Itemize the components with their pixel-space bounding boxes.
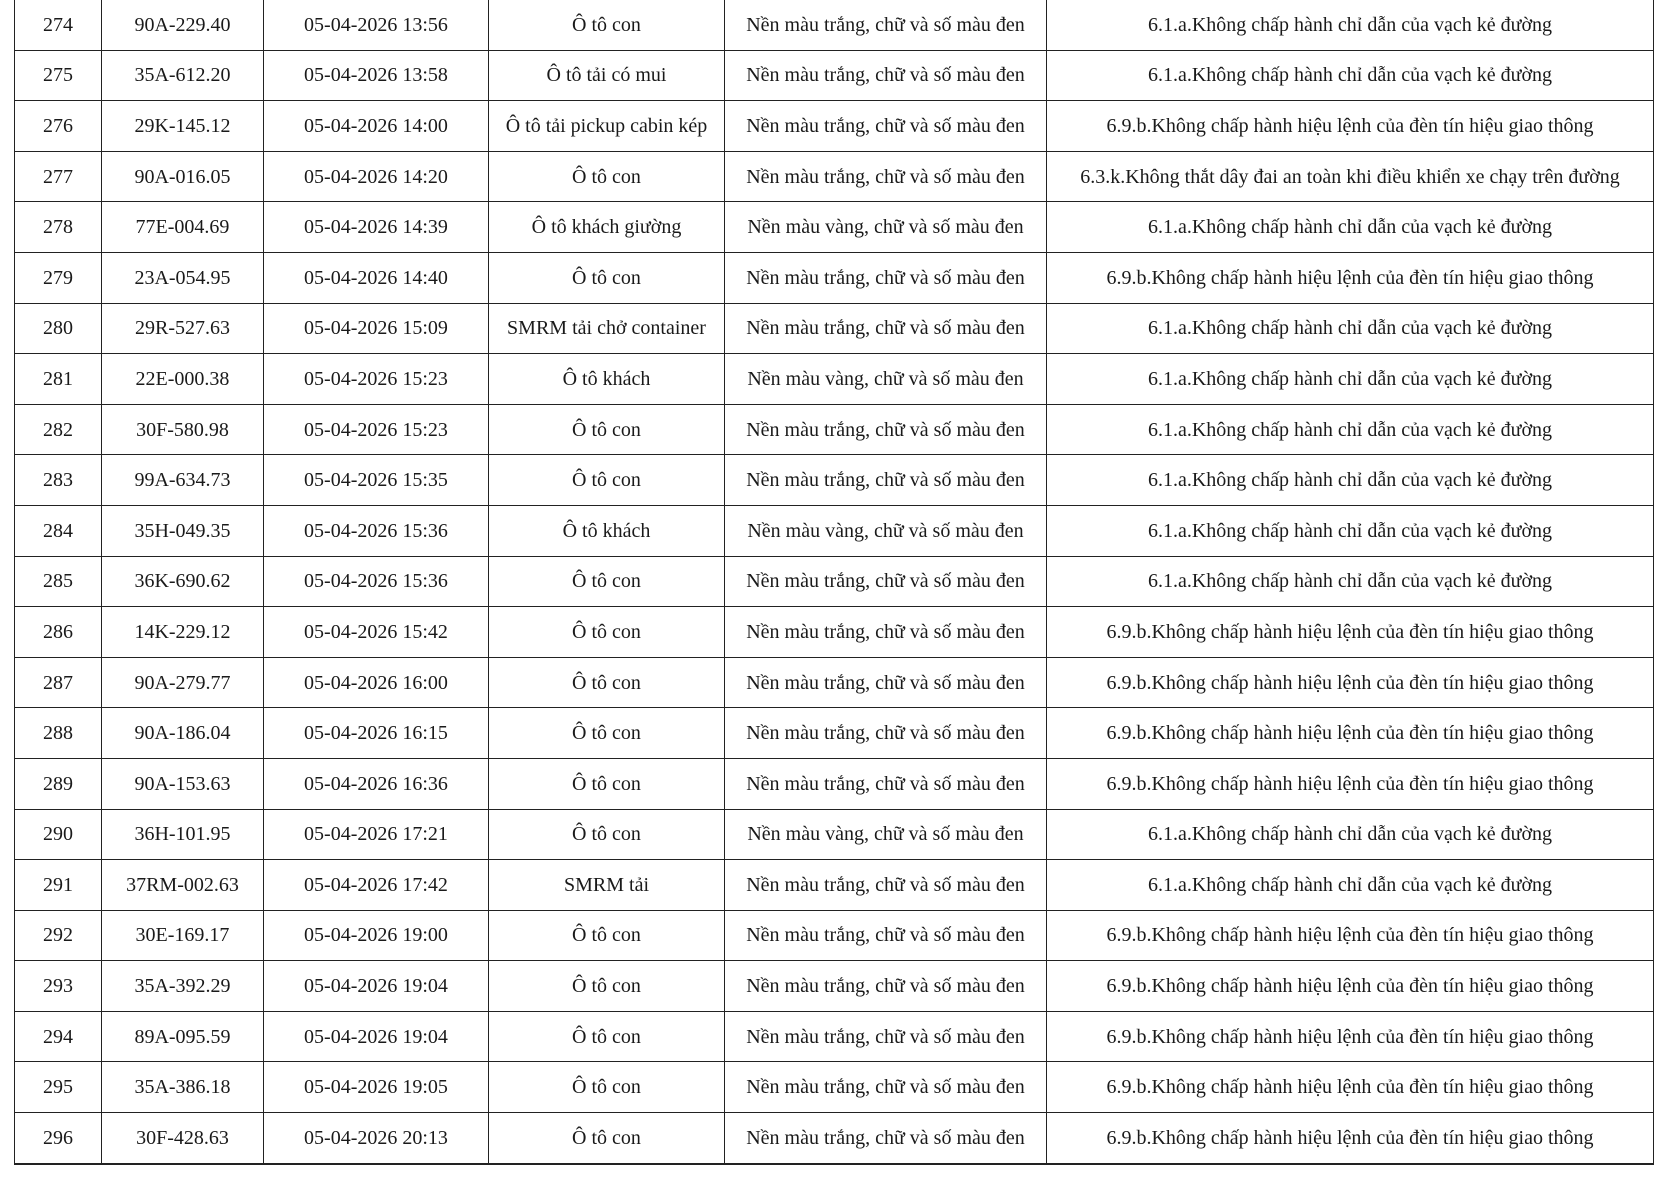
cell-stt: 281 <box>15 354 102 405</box>
cell-violation: 6.9.b.Không chấp hành hiệu lệnh của đèn tín hiệu giao thông <box>1047 758 1654 809</box>
cell-time: 05-04-2026 15:09 <box>264 303 489 354</box>
cell-plate: 90A-229.40 <box>102 0 264 50</box>
cell-plate: 30E-169.17 <box>102 910 264 961</box>
violations-table-body <box>15 0 1654 1164</box>
cell-plate-color: Nền màu trắng, chữ và số màu đen <box>725 961 1047 1012</box>
cell-vehicle-type: Ô tô con <box>489 0 725 50</box>
table-row <box>15 1011 1654 1062</box>
table-row <box>15 1062 1654 1113</box>
cell-plate-color: Nền màu trắng, chữ và số màu đen <box>725 758 1047 809</box>
cell-stt: 290 <box>15 809 102 860</box>
cell-time: 05-04-2026 14:00 <box>264 101 489 152</box>
cell-plate: 99A-634.73 <box>102 455 264 506</box>
table-row <box>15 151 1654 202</box>
cell-time: 05-04-2026 16:00 <box>264 657 489 708</box>
table-row <box>15 708 1654 759</box>
cell-plate-color: Nền màu trắng, chữ và số màu đen <box>725 607 1047 658</box>
cell-stt: 285 <box>15 556 102 607</box>
cell-plate-color: Nền màu trắng, chữ và số màu đen <box>725 910 1047 961</box>
cell-violation: 6.9.b.Không chấp hành hiệu lệnh của đèn tín hiệu giao thông <box>1047 1062 1654 1113</box>
cell-vehicle-type: Ô tô con <box>489 657 725 708</box>
cell-plate: 90A-186.04 <box>102 708 264 759</box>
cell-plate-color: Nền màu trắng, chữ và số màu đen <box>725 101 1047 152</box>
table-row <box>15 404 1654 455</box>
cell-violation: 6.1.a.Không chấp hành chỉ dẫn của vạch kẻ đường <box>1047 860 1654 911</box>
cell-violation: 6.9.b.Không chấp hành hiệu lệnh của đèn tín hiệu giao thông <box>1047 607 1654 658</box>
cell-stt: 282 <box>15 404 102 455</box>
cell-vehicle-type: Ô tô con <box>489 556 725 607</box>
cell-violation: 6.1.a.Không chấp hành chỉ dẫn của vạch kẻ đường <box>1047 354 1654 405</box>
cell-plate-color: Nền màu vàng, chữ và số màu đen <box>725 505 1047 556</box>
cell-stt: 288 <box>15 708 102 759</box>
cell-plate-color: Nền màu trắng, chữ và số màu đen <box>725 404 1047 455</box>
cell-plate-color: Nền màu trắng, chữ và số màu đen <box>725 1011 1047 1062</box>
cell-stt: 276 <box>15 101 102 152</box>
cell-time: 05-04-2026 15:35 <box>264 455 489 506</box>
cell-violation: 6.1.a.Không chấp hành chỉ dẫn của vạch kẻ đường <box>1047 0 1654 50</box>
cell-vehicle-type: Ô tô con <box>489 455 725 506</box>
cell-stt: 284 <box>15 505 102 556</box>
cell-plate-color: Nền màu trắng, chữ và số màu đen <box>725 556 1047 607</box>
cell-plate: 90A-153.63 <box>102 758 264 809</box>
cell-plate-color: Nền màu trắng, chữ và số màu đen <box>725 1113 1047 1164</box>
cell-plate-color: Nền màu vàng, chữ và số màu đen <box>725 354 1047 405</box>
cell-stt: 293 <box>15 961 102 1012</box>
cell-violation: 6.1.a.Không chấp hành chỉ dẫn của vạch kẻ đường <box>1047 809 1654 860</box>
cell-stt: 296 <box>15 1113 102 1164</box>
cell-time: 05-04-2026 15:23 <box>264 354 489 405</box>
cell-time: 05-04-2026 14:20 <box>264 151 489 202</box>
table-row <box>15 455 1654 506</box>
table-row <box>15 202 1654 253</box>
cell-stt: 278 <box>15 202 102 253</box>
cell-violation: 6.9.b.Không chấp hành hiệu lệnh của đèn tín hiệu giao thông <box>1047 1113 1654 1164</box>
cell-plate: 29R-527.63 <box>102 303 264 354</box>
cell-plate-color: Nền màu trắng, chữ và số màu đen <box>725 708 1047 759</box>
table-row <box>15 758 1654 809</box>
cell-stt: 291 <box>15 860 102 911</box>
table-row <box>15 354 1654 405</box>
cell-violation: 6.9.b.Không chấp hành hiệu lệnh của đèn tín hiệu giao thông <box>1047 708 1654 759</box>
cell-plate-color: Nền màu trắng, chữ và số màu đen <box>725 303 1047 354</box>
cell-stt: 292 <box>15 910 102 961</box>
cell-vehicle-type: Ô tô tải có mui <box>489 50 725 101</box>
table-row <box>15 657 1654 708</box>
cell-time: 05-04-2026 16:15 <box>264 708 489 759</box>
cell-plate-color: Nền màu trắng, chữ và số màu đen <box>725 455 1047 506</box>
cell-vehicle-type: SMRM tải <box>489 860 725 911</box>
cell-plate: 30F-580.98 <box>102 404 264 455</box>
cell-violation: 6.9.b.Không chấp hành hiệu lệnh của đèn tín hiệu giao thông <box>1047 657 1654 708</box>
cell-time: 05-04-2026 17:21 <box>264 809 489 860</box>
cell-vehicle-type: Ô tô con <box>489 1113 725 1164</box>
cell-time: 05-04-2026 19:05 <box>264 1062 489 1113</box>
cell-plate: 29K-145.12 <box>102 101 264 152</box>
table-row <box>15 505 1654 556</box>
violations-table <box>14 0 1654 1165</box>
cell-plate: 22E-000.38 <box>102 354 264 405</box>
cell-vehicle-type: Ô tô khách <box>489 505 725 556</box>
cell-stt: 283 <box>15 455 102 506</box>
cell-vehicle-type: Ô tô con <box>489 961 725 1012</box>
table-row <box>15 50 1654 101</box>
cell-plate: 23A-054.95 <box>102 252 264 303</box>
cell-time: 05-04-2026 14:39 <box>264 202 489 253</box>
cell-plate: 30F-428.63 <box>102 1113 264 1164</box>
cell-time: 05-04-2026 19:00 <box>264 910 489 961</box>
cell-plate-color: Nền màu vàng, chữ và số màu đen <box>725 809 1047 860</box>
cell-plate-color: Nền màu trắng, chữ và số màu đen <box>725 1062 1047 1113</box>
cell-plate: 89A-095.59 <box>102 1011 264 1062</box>
cell-violation: 6.9.b.Không chấp hành hiệu lệnh của đèn tín hiệu giao thông <box>1047 1011 1654 1062</box>
cell-vehicle-type: Ô tô con <box>489 1062 725 1113</box>
table-row <box>15 910 1654 961</box>
cell-violation: 6.9.b.Không chấp hành hiệu lệnh của đèn tín hiệu giao thông <box>1047 910 1654 961</box>
cell-plate: 36K-690.62 <box>102 556 264 607</box>
cell-violation: 6.9.b.Không chấp hành hiệu lệnh của đèn tín hiệu giao thông <box>1047 101 1654 152</box>
cell-stt: 279 <box>15 252 102 303</box>
cell-vehicle-type: Ô tô con <box>489 151 725 202</box>
cell-plate: 35A-612.20 <box>102 50 264 101</box>
cell-time: 05-04-2026 16:36 <box>264 758 489 809</box>
cell-plate-color: Nền màu trắng, chữ và số màu đen <box>725 657 1047 708</box>
cell-vehicle-type: SMRM tải chở container <box>489 303 725 354</box>
cell-plate-color: Nền màu trắng, chữ và số màu đen <box>725 50 1047 101</box>
cell-vehicle-type: Ô tô con <box>489 708 725 759</box>
cell-plate-color: Nền màu trắng, chữ và số màu đen <box>725 860 1047 911</box>
cell-plate: 90A-279.77 <box>102 657 264 708</box>
cell-violation: 6.1.a.Không chấp hành chỉ dẫn của vạch kẻ đường <box>1047 404 1654 455</box>
cell-violation: 6.1.a.Không chấp hành chỉ dẫn của vạch kẻ đường <box>1047 505 1654 556</box>
table-row <box>15 303 1654 354</box>
cell-violation: 6.1.a.Không chấp hành chỉ dẫn của vạch kẻ đường <box>1047 303 1654 354</box>
cell-stt: 294 <box>15 1011 102 1062</box>
cell-violation: 6.3.k.Không thắt dây đai an toàn khi điều khiển xe chạy trên đường <box>1047 151 1654 202</box>
table-row <box>15 607 1654 658</box>
cell-time: 05-04-2026 17:42 <box>264 860 489 911</box>
cell-time: 05-04-2026 15:23 <box>264 404 489 455</box>
cell-violation: 6.1.a.Không chấp hành chỉ dẫn của vạch kẻ đường <box>1047 455 1654 506</box>
table-row <box>15 1113 1654 1164</box>
table-row <box>15 961 1654 1012</box>
cell-plate: 90A-016.05 <box>102 151 264 202</box>
cell-vehicle-type: Ô tô con <box>489 758 725 809</box>
cell-plate: 35H-049.35 <box>102 505 264 556</box>
cell-violation: 6.1.a.Không chấp hành chỉ dẫn của vạch kẻ đường <box>1047 556 1654 607</box>
table-row <box>15 860 1654 911</box>
cell-time: 05-04-2026 19:04 <box>264 1011 489 1062</box>
table-row <box>15 809 1654 860</box>
cell-time: 05-04-2026 19:04 <box>264 961 489 1012</box>
cell-time: 05-04-2026 13:56 <box>264 0 489 50</box>
cell-plate-color: Nền màu trắng, chữ và số màu đen <box>725 151 1047 202</box>
cell-plate: 37RM-002.63 <box>102 860 264 911</box>
cell-time: 05-04-2026 15:36 <box>264 505 489 556</box>
table-row <box>15 101 1654 152</box>
cell-vehicle-type: Ô tô tải pickup cabin kép <box>489 101 725 152</box>
cell-vehicle-type: Ô tô con <box>489 252 725 303</box>
cell-stt: 295 <box>15 1062 102 1113</box>
cell-stt: 286 <box>15 607 102 658</box>
cell-stt: 277 <box>15 151 102 202</box>
cell-vehicle-type: Ô tô con <box>489 809 725 860</box>
cell-time: 05-04-2026 15:42 <box>264 607 489 658</box>
cell-plate: 35A-392.29 <box>102 961 264 1012</box>
cell-plate: 36H-101.95 <box>102 809 264 860</box>
cell-time: 05-04-2026 13:58 <box>264 50 489 101</box>
cell-time: 05-04-2026 14:40 <box>264 252 489 303</box>
cell-plate: 77E-004.69 <box>102 202 264 253</box>
cell-plate: 35A-386.18 <box>102 1062 264 1113</box>
cell-violation: 6.9.b.Không chấp hành hiệu lệnh của đèn tín hiệu giao thông <box>1047 961 1654 1012</box>
cell-plate-color: Nền màu trắng, chữ và số màu đen <box>725 252 1047 303</box>
cell-violation: 6.1.a.Không chấp hành chỉ dẫn của vạch kẻ đường <box>1047 202 1654 253</box>
table-row <box>15 252 1654 303</box>
cell-stt: 289 <box>15 758 102 809</box>
cell-stt: 274 <box>15 0 102 50</box>
table-row <box>15 556 1654 607</box>
cell-stt: 275 <box>15 50 102 101</box>
cell-vehicle-type: Ô tô khách <box>489 354 725 405</box>
cell-plate-color: Nền màu vàng, chữ và số màu đen <box>725 202 1047 253</box>
cell-vehicle-type: Ô tô con <box>489 910 725 961</box>
cell-vehicle-type: Ô tô khách giường <box>489 202 725 253</box>
cell-vehicle-type: Ô tô con <box>489 1011 725 1062</box>
cell-violation: 6.9.b.Không chấp hành hiệu lệnh của đèn tín hiệu giao thông <box>1047 252 1654 303</box>
cell-vehicle-type: Ô tô con <box>489 607 725 658</box>
cell-stt: 280 <box>15 303 102 354</box>
cell-time: 05-04-2026 20:13 <box>264 1113 489 1164</box>
cell-vehicle-type: Ô tô con <box>489 404 725 455</box>
table-row <box>15 0 1654 50</box>
cell-time: 05-04-2026 15:36 <box>264 556 489 607</box>
cell-plate-color: Nền màu trắng, chữ và số màu đen <box>725 0 1047 50</box>
cell-stt: 287 <box>15 657 102 708</box>
cell-violation: 6.1.a.Không chấp hành chỉ dẫn của vạch kẻ đường <box>1047 50 1654 101</box>
cell-plate: 14K-229.12 <box>102 607 264 658</box>
